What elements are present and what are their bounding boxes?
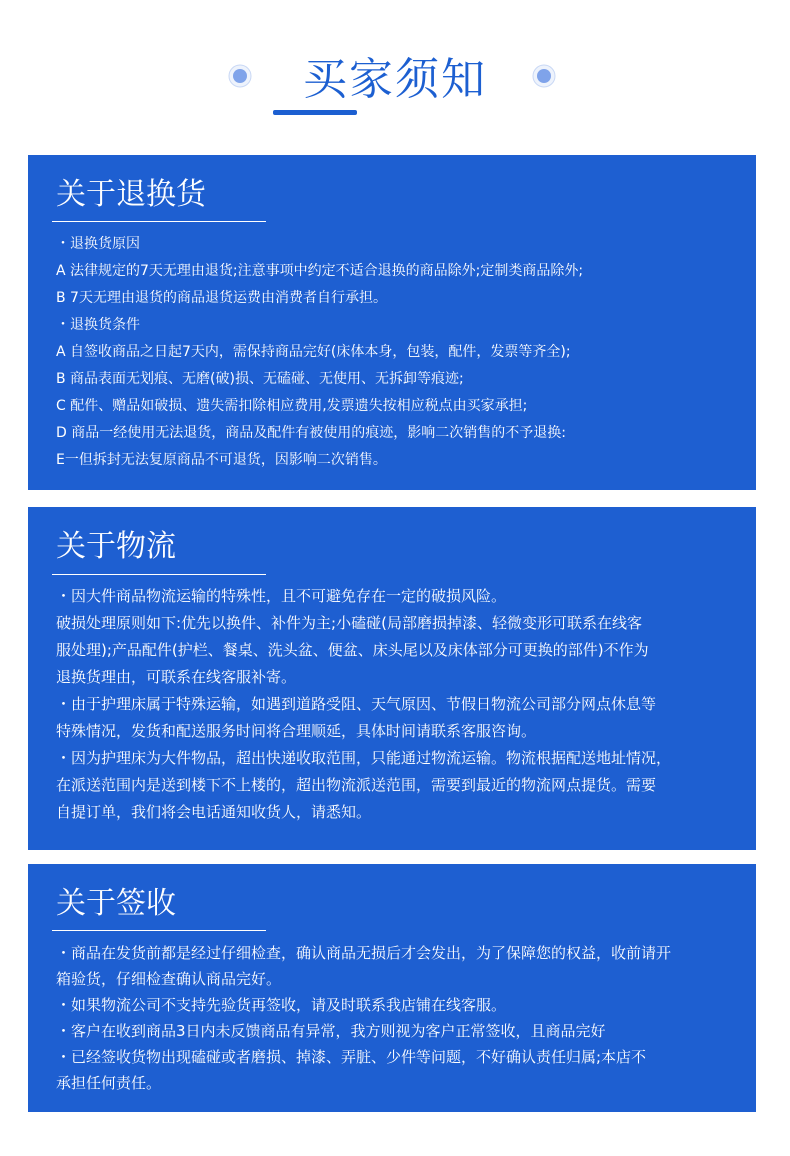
- section-line: 破损处理原则如下:优先以换件、补件为主;小磕碰(局部磨损掉漆、轻微变形可联系在线客: [56, 614, 642, 632]
- section-line: ・因大件商品物流运输的特殊性，且不可避免存在一定的破损风险。: [56, 587, 507, 605]
- section-line: 承担任何责任。: [56, 1074, 162, 1092]
- section-line: A 法律规定的7天无理由退货;注意事项中约定不适合退换的商品除外;定制类商品除外;: [56, 263, 584, 279]
- section-line: 特殊情况，发货和配送服务时间将合理顺延，具体时间请联系客服咨询。: [56, 722, 537, 740]
- section-line: B 商品表面无划痕、无磨(破)损、无磕碰、无使用、无拆卸等痕迹;: [56, 371, 464, 387]
- section-line: 自提订单，我们将会电话通知收货人，请悉知。: [56, 803, 372, 821]
- section-title-divider: [52, 221, 266, 222]
- section-line: B 7天无理由退货的商品退货运费由消费者自行承担。: [56, 290, 387, 306]
- receipt-section: [28, 864, 756, 1112]
- title-underline: [273, 110, 357, 115]
- section-line: C 配件、赠品如破损、遗失需扣除相应费用,发票遗失按相应税点由买家承担;: [56, 398, 528, 414]
- section-line: D 商品一经使用无法退货，商品及配件有被使用的痕迹，影响二次销售的不予退换:: [56, 425, 566, 441]
- section-line: ・如果物流公司不支持先验货再签收，请及时联系我店铺在线客服。: [56, 996, 507, 1014]
- section-title: 关于物流: [56, 529, 176, 564]
- section-line: ・商品在发货前都是经过仔细检查，确认商品无损后才会发出，为了保障您的权益，收前请开: [56, 944, 672, 962]
- section-line: ・已经签收货物出现磕碰或者磨损、掉漆、弄脏、少件等问题，不好确认责任归属;本店不: [56, 1048, 647, 1066]
- section-line: ・由于护理床属于特殊运输，如遇到道路受阻、天气原因、节假日物流公司部分网点休息等: [56, 695, 657, 713]
- returns-section: [28, 155, 756, 490]
- section-line: 箱验货，仔细检查确认商品完好。: [56, 970, 282, 988]
- section-title: 关于签收: [56, 886, 176, 921]
- section-title-divider: [52, 574, 266, 575]
- section-title: 关于退换货: [56, 177, 206, 212]
- section-line: ・客户在收到商品3日内未反馈商品有异常，我方则视为客户正常签收，且商品完好: [56, 1022, 606, 1040]
- section-line: 在派送范围内是送到楼下不上楼的，超出物流派送范围，需要到最近的物流网点提货。需要: [56, 776, 657, 794]
- section-line: E一但拆封无法复原商品不可退货，因影响二次销售。: [56, 452, 387, 468]
- section-line: ・因为护理床为大件物品，超出快递收取范围，只能通过物流运输。物流根据配送地址情况，: [56, 749, 672, 767]
- page-header: [0, 0, 790, 140]
- circle-dot-icon: [532, 64, 556, 88]
- logistics-section: [28, 507, 756, 850]
- section-title-divider: [52, 930, 266, 931]
- section-line: 退换货理由，可联系在线客服补寄。: [56, 668, 297, 686]
- section-line: 服处理);产品配件(护栏、餐桌、洗头盆、便盆、床头尾以及床体部分可更换的部件)不作为: [56, 641, 649, 659]
- page-title: 买家须知: [303, 54, 487, 105]
- section-line: ・退换货原因: [56, 236, 140, 252]
- section-line: ・退换货条件: [56, 317, 140, 333]
- section-line: A 自签收商品之日起7天内，需保持商品完好(床体本身，包装，配件，发票等齐全);: [56, 344, 571, 360]
